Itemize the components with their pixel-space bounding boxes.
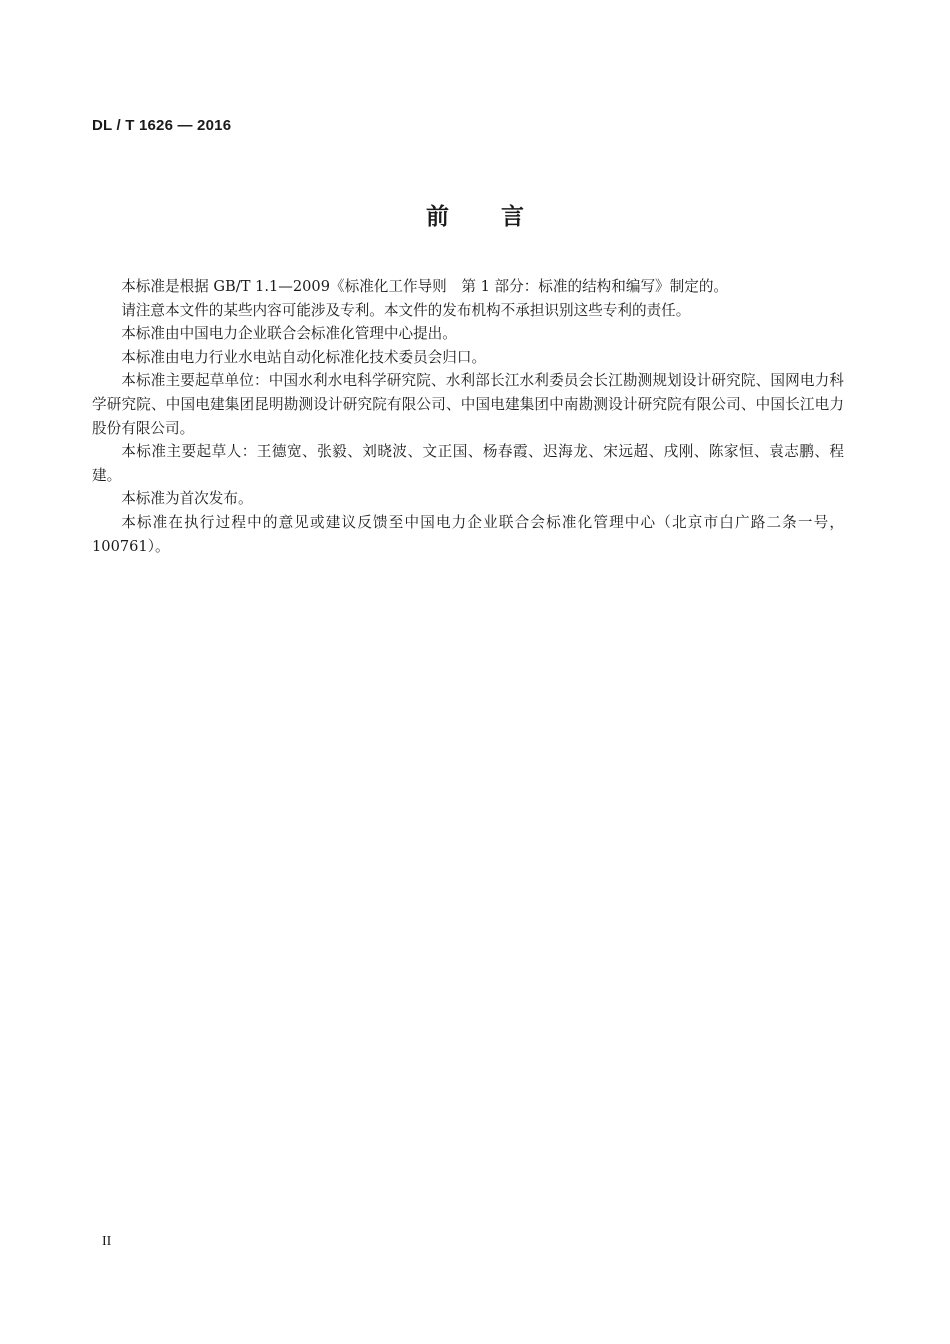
paragraph-feedback: 本标准在执行过程中的意见或建议反馈至中国电力企业联合会标准化管理中心（北京市白广路二条一号，100761）。 <box>92 513 844 555</box>
paragraph-committee: 本标准由电力行业水电站自动化标准化技术委员会归口。 <box>121 348 487 366</box>
paragraph-patent-notice: 请注意本文件的某些内容可能涉及专利。本文件的发布机构不承担识别这些专利的责任。 <box>121 301 691 319</box>
paragraph-drafting-units: 本标准主要起草单位：中国水利水电科学研究院、水利部长江水利委员会长江勘测规划设计研究院、国网电力科学研究院、中国电建集团昆明勘测设计研究院有限公司、中国电建集团中南勘测设计研究院有限公司、中国长江电力股份有限公司。 <box>92 372 844 437</box>
page-title: 前言 <box>426 204 576 230</box>
paragraph-first-release: 本标准为首次发布。 <box>121 490 253 508</box>
paragraph-basis: 本标准是根据 GB/T 1.1—2009《标准化工作导则 第 1 部分：标准的结构和编写》制定的。 <box>121 278 729 295</box>
paragraph-proposer: 本标准由中国电力企业联合会标准化管理中心提出。 <box>121 325 457 343</box>
page-number: II <box>102 1234 112 1249</box>
standard-code: DL / T 1626 — 2016 <box>92 117 232 134</box>
preface-body <box>92 275 844 558</box>
paragraph-drafters: 本标准主要起草人：王德宽、张毅、刘晓波、文正国、杨春霞、迟海龙、宋远超、戌刚、陈家恒、袁志鹏、程建。 <box>92 443 844 484</box>
